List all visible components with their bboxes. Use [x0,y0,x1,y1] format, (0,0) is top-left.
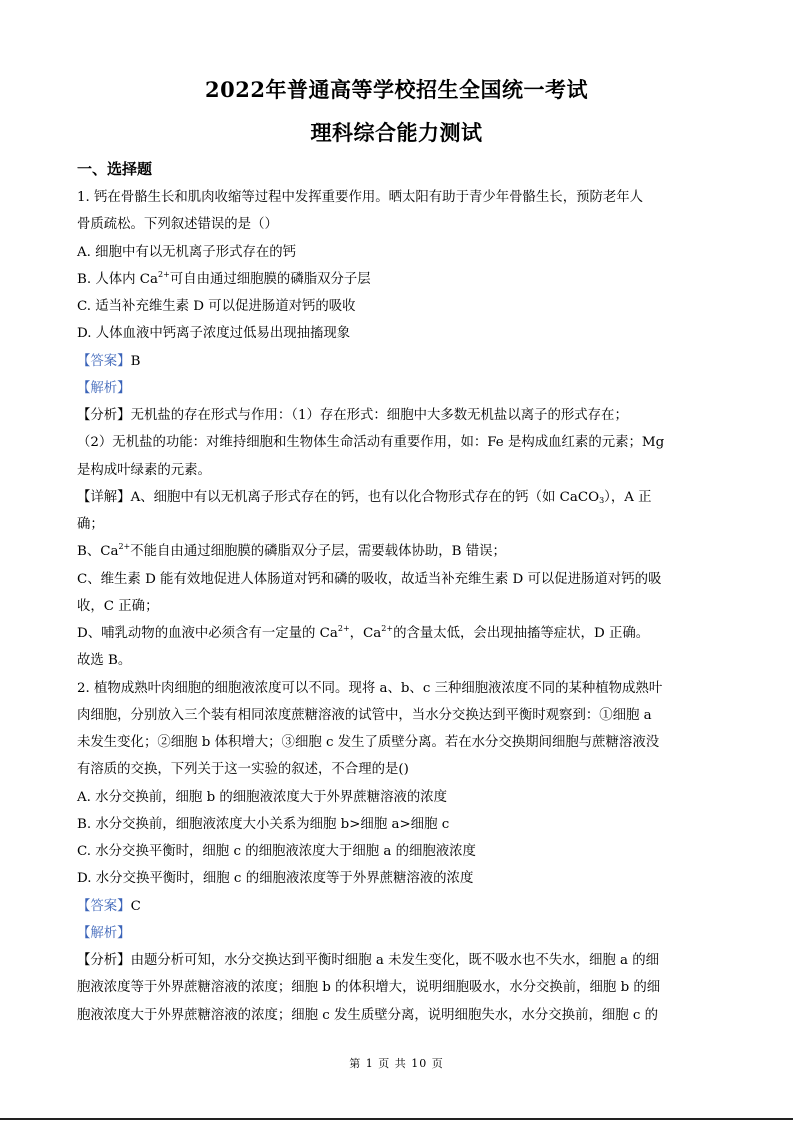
q2-fenxi-line1: 【分析】由题分析可知，水分交换达到平衡时细胞 a 未发生变化，既不吸水也不失水，细胞 a 的细 [77,953,660,968]
q1-option-d: D. 人体血液中钙离子浓度过低易出现抽搐现象 [77,326,351,341]
q2-answer: 【答案】C [77,899,141,914]
q1-xiangjie-line7: 故选 B。 [77,653,132,668]
q2-stem-line4: 有溶质的交换，下列关于这一实验的叙述，不合理的是() [77,762,409,777]
q1-fenxi-line3: 是构成叶绿素的元素。 [77,463,211,478]
q2-fenxi-line3: 胞液浓度大于外界蔗糖溶液的浓度；细胞 c 发生质壁分离，说明细胞失水，水分交换前，细胞 c 的 [77,1008,659,1023]
q2-option-c: C. 水分交换平衡时，细胞 c 的细胞液浓度大于细胞 a 的细胞液浓度 [77,844,476,859]
q2-stem-line3: 未发生变化；②细胞 b 体积增大；③细胞 c 发生了质壁分离。若在水分交换期间细胞与蔗糖溶液没 [77,735,660,750]
q1-stem-line2: 骨质疏松。下列叙述错误的是（） [77,217,278,232]
q2-option-a: A. 水分交换前，细胞 b 的细胞液浓度大于外界蔗糖溶液的浓度 [77,790,448,805]
q1-option-b: B. 人体内 $Ca^{2+}$可自由通过细胞膜的磷脂双分子层 [77,270,371,287]
exam-subtitle: 理科综合能力测试 [310,120,483,145]
q2-fenxi-line2: 胞液浓度等于外界蔗糖溶液的浓度；细胞 b 的体积增大，说明细胞吸水，水分交换前，细胞 b 的细 [77,980,661,995]
page-footer: 第 1 页 共 10 页 [349,1057,444,1070]
q1-xiangjie-line3: B、$Ca^{2+}$不能自由通过细胞膜的磷脂双分子层，需要载体协助，B 错误； [77,542,506,559]
section-heading: 一、选择题 [77,160,153,178]
q1-xiangjie-line2: 确； [77,517,104,532]
q1-option-c: C. 适当补充维生素 D 可以促进肠道对钙的吸收 [77,299,356,314]
q2-stem-line1: 2. 植物成熟叶肉细胞的细胞液浓度可以不同。现将 a、b、c 三种细胞液浓度不同的某种植物成熟叶 [77,681,663,696]
q1-fenxi-line2: （2）无机盐的功能：对维持细胞和生物体生命活动有重要作用，如：Fe 是构成血红素的元素；Mg [77,435,665,450]
q2-option-d: D. 水分交换平衡时，细胞 c 的细胞液浓度等于外界蔗糖溶液的浓度 [77,871,474,886]
q2-stem-line2: 肉细胞，分别放入三个装有相同浓度蔗糖溶液的试管中，当水分交换达到平衡时观察到：①细胞 a [77,708,652,723]
answer-label: 【答案】 [77,899,131,914]
q1-xiangjie-line1: 【详解】A、细胞中有以无机离子形式存在的钙，也有以化合物形式存在的钙（如 CaCO$_3$），A 正 [77,490,652,505]
q1-xiangjie-line4: C、维生素 D 能有效地促进人体肠道对钙和磷的吸收，故适当补充维生素 D 可以促进肠道对钙的吸 [77,572,662,587]
q1-option-a: A. 细胞中有以无机离子形式存在的钙 [77,245,297,260]
q2-analysis-label: 【解析】 [77,926,131,941]
q1-xiangjie-line6: D、哺乳动物的血液中必须含有一定量的 $Ca^{2+}$，$Ca^{2+}$的含量太低，会出现抽搐等症状，D 正确。 [77,624,650,641]
q1-stem-line1: 1. 钙在骨骼生长和肌肉收缩等过程中发挥重要作用。晒太阳有助于青少年骨骼生长，预防老年人 [77,190,644,205]
q1-analysis-label: 【解析】 [77,381,131,396]
answer-label: 【答案】 [77,354,131,369]
q1-fenxi-line1: 【分析】无机盐的存在形式与作用：（1）存在形式：细胞中大多数无机盐以离子的形式存在； [77,408,628,423]
q1-xiangjie-line5: 收，C 正确； [77,599,159,614]
q1-answer: 【答案】B [77,354,141,369]
exam-title: 2022年普通高等学校招生全国统一考试 [205,77,588,102]
q2-option-b: B. 水分交换前，细胞液浓度大小关系为细胞 b>细胞 a>细胞 c [77,817,450,832]
bottom-divider [0,1118,793,1120]
